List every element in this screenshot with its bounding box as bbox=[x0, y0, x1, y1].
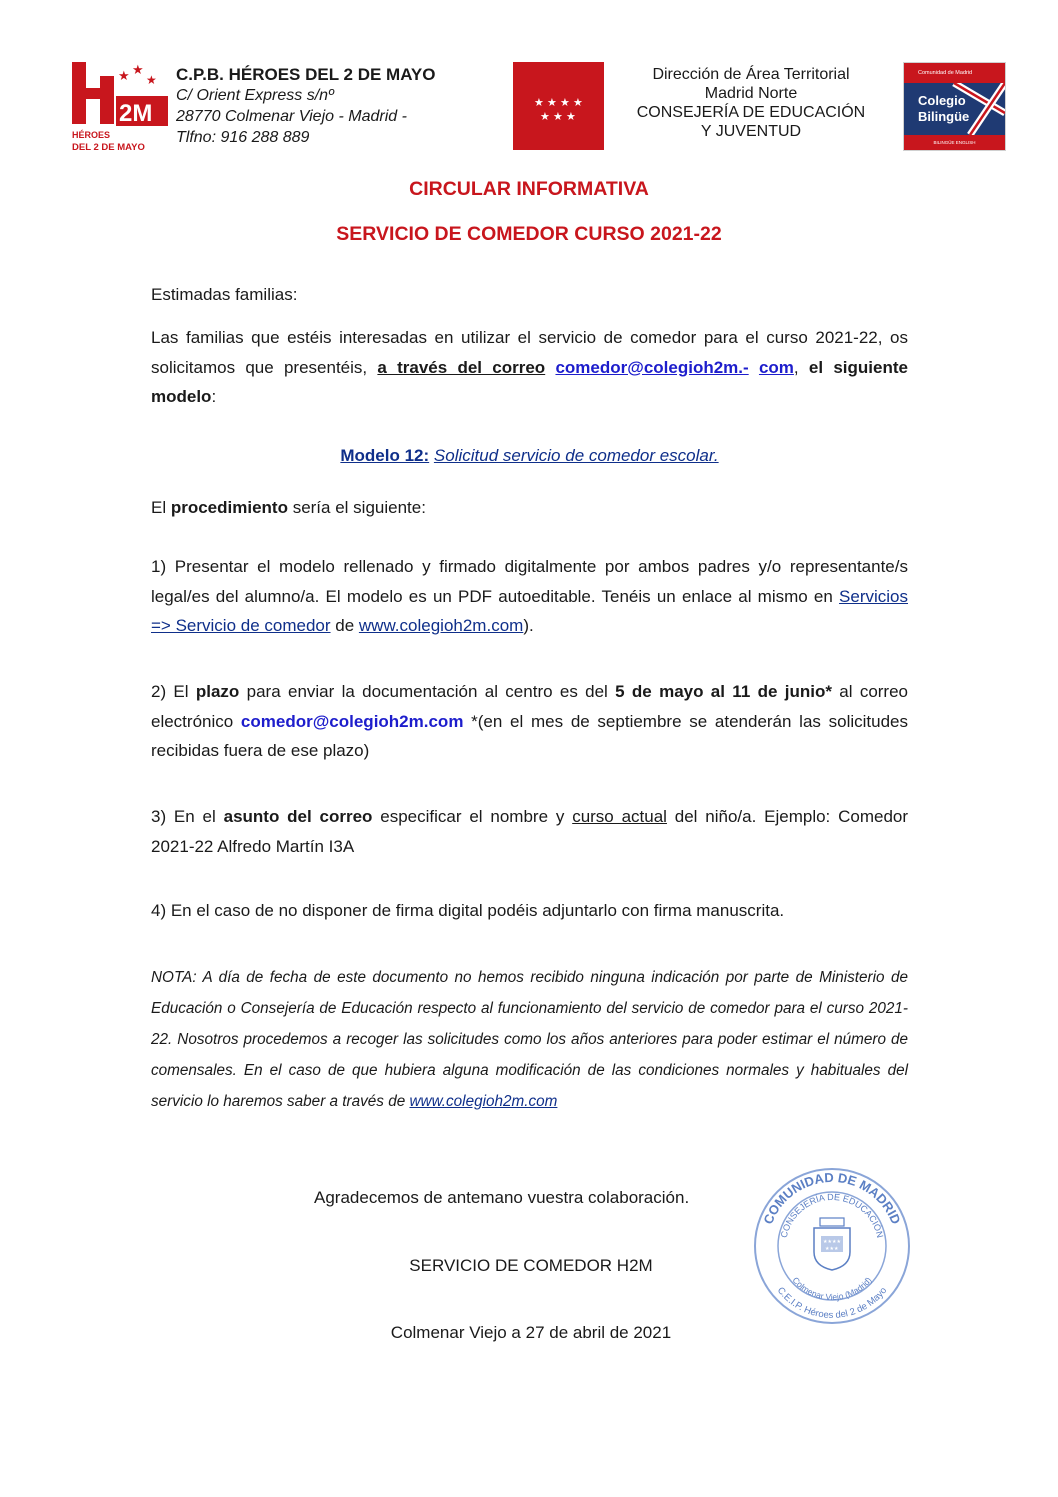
model-label[interactable]: Modelo 12: bbox=[340, 446, 430, 465]
step1-text-c: ). bbox=[523, 616, 534, 635]
step3-text-b: especificar el nombre y bbox=[372, 807, 573, 826]
svg-text:COMUNIDAD DE MADRID: COMUNIDAD DE MADRID bbox=[760, 1169, 904, 1227]
school-city: 28770 Colmenar Viejo - Madrid - bbox=[176, 108, 407, 125]
step2-dates: 5 de mayo al 11 de junio* bbox=[615, 682, 832, 701]
services-link[interactable]: Servicios => Servicio de comedor bbox=[151, 586, 908, 635]
union-jack-icon bbox=[904, 83, 1005, 135]
school-info bbox=[176, 64, 435, 148]
bilingue-label-1: Colegio bbox=[918, 93, 966, 108]
svg-text:★: ★ bbox=[118, 69, 130, 84]
step-1 bbox=[151, 552, 908, 641]
dat-line3: CONSEJERÍA DE EDUCACIÓN bbox=[636, 104, 866, 121]
website-link[interactable]: www.colegioh2m.com bbox=[358, 616, 524, 635]
signature-line: SERVICIO DE COMEDOR H2M bbox=[409, 1256, 653, 1275]
step3-subject: asunto del correo bbox=[223, 807, 373, 826]
nota-text: NOTA: A día de fecha de este documento no hemos recibido ninguna indicación por parte de Ministerio de Educación o Consejería de Educación respecto al funcionamiento del servicio de comedor para el curso 2021-22. Nosotros procedemos a recoger las solicitudes como los años anteriores para poder estimar el número de comensales. En el caso de que hubiera alguna modificación de las condiciones normales y habituales del servicio lo haremos saber a través de bbox=[151, 969, 908, 1110]
step3-course: curso actual bbox=[572, 807, 667, 826]
step2-text-b: para enviar la documentación al centro es del bbox=[239, 682, 616, 701]
step-4: 4) En el caso de no disponer de firma digital podéis adjuntarlo con firma manuscrita. bbox=[151, 901, 785, 920]
dat-info bbox=[612, 65, 890, 141]
svg-text:★: ★ bbox=[540, 110, 550, 123]
model-title[interactable]: Solicitud servicio de comedor escolar. bbox=[433, 446, 719, 465]
bilingue-label-2: Bilingüe bbox=[918, 109, 970, 124]
bilingual-school-badge bbox=[903, 62, 1006, 151]
step2-plazo: plazo bbox=[195, 682, 240, 701]
bilingue-bottom-label: BILINGÜE ENGLISH bbox=[904, 135, 1005, 150]
svg-text:Colmenar Viejo (Madrid): Colmenar Viejo (Madrid) bbox=[790, 1275, 874, 1303]
intro-text: Las familias que estéis interesadas en utilizar el servicio de comedor para el curso 2021-22, os solicitamos que presentéis, bbox=[151, 328, 908, 377]
proc-text-c: sería el siguiente: bbox=[287, 498, 426, 517]
intro-model-text: el siguiente modelo bbox=[151, 357, 908, 406]
comunidad-madrid-flag bbox=[513, 62, 604, 150]
greeting: Estimadas familias: bbox=[151, 285, 298, 304]
svg-text:★★★★: ★★★★ bbox=[823, 1239, 841, 1245]
step-2 bbox=[151, 677, 908, 766]
svg-text:DEL 2 DE MAYO: DEL 2 DE MAYO bbox=[72, 142, 145, 152]
svg-text:★: ★ bbox=[560, 96, 570, 109]
comedor-email-link-end[interactable]: com bbox=[758, 357, 794, 377]
svg-text:★: ★ bbox=[146, 73, 157, 87]
intro-via-text: a través del correo bbox=[377, 357, 546, 377]
svg-text:CONSEJERÍA DE EDUCACIÓN: CONSEJERÍA DE EDUCACIÓN bbox=[778, 1191, 886, 1239]
model-link[interactable] bbox=[151, 441, 908, 471]
svg-text:★: ★ bbox=[566, 110, 576, 123]
school-phone: Tlfno: 916 288 889 bbox=[176, 129, 310, 146]
nota-paragraph bbox=[151, 962, 908, 1117]
procedure-heading bbox=[151, 493, 908, 523]
proc-text-a: El bbox=[151, 498, 171, 517]
school-logo bbox=[72, 62, 168, 152]
step2-email-link[interactable]: comedor@colegioh2m.com bbox=[240, 711, 464, 731]
place-date-line: Colmenar Viejo a 27 de abril de 2021 bbox=[390, 1323, 672, 1342]
svg-text:★: ★ bbox=[547, 96, 557, 109]
step2-text-a: 2) El bbox=[151, 682, 196, 701]
dat-line1: Dirección de Área Territorial bbox=[652, 66, 850, 83]
official-seal bbox=[752, 1166, 912, 1326]
step3-text-c: del niño/a. Ejemplo: Comedor 2021-22 Alfredo Martín I3A bbox=[151, 807, 909, 856]
svg-text:★: ★ bbox=[534, 96, 544, 109]
proc-keyword: procedimiento bbox=[170, 498, 288, 517]
school-address: C/ Orient Express s/nº bbox=[176, 87, 334, 104]
dat-line4: Y JUVENTUD bbox=[700, 123, 802, 140]
step2-text-c: al correo electrónico bbox=[151, 682, 909, 731]
intro-colon: : bbox=[211, 387, 217, 406]
comedor-email-link[interactable]: comedor@colegioh2m.- bbox=[555, 357, 749, 377]
step1-text: 1) Presentar el modelo rellenado y firmado digitalmente por ambos padres y/o representante/s legal/es del alumno/a. El modelo es un PDF autoeditable. Tenéis un enlace al mismo en bbox=[151, 557, 908, 606]
svg-text:★: ★ bbox=[573, 96, 583, 109]
svg-text:2M: 2M bbox=[119, 100, 153, 127]
dat-line2: Madrid Norte bbox=[704, 85, 798, 102]
document-title: CIRCULAR INFORMATIVA bbox=[409, 178, 649, 200]
step2-text-d: *(en el mes de septiembre se atenderán las solicitudes recibidas fuera de ese plazo) bbox=[151, 711, 908, 760]
step1-text-b: de bbox=[330, 616, 359, 635]
step3-text-a: 3) En el bbox=[151, 807, 224, 826]
nota-website-link[interactable]: www.colegioh2m.com bbox=[409, 1093, 558, 1110]
bilingue-top-label: Comunidad de Madrid bbox=[904, 63, 1005, 83]
school-name: C.P.B. HÉROES DEL 2 DE MAYO bbox=[176, 65, 436, 84]
svg-text:★★★: ★★★ bbox=[825, 1246, 839, 1252]
intro-comma: , bbox=[793, 357, 809, 377]
intro-paragraph bbox=[151, 323, 908, 412]
document-subtitle: SERVICIO DE COMEDOR CURSO 2021-22 bbox=[336, 223, 722, 245]
svg-text:HÉROES: HÉROES bbox=[72, 130, 111, 140]
step-3 bbox=[151, 802, 908, 861]
svg-text:C.E.I.P. Héroes del 2 de Mayo: C.E.I.P. Héroes del 2 de Mayo bbox=[774, 1285, 890, 1322]
svg-text:★: ★ bbox=[132, 63, 144, 78]
thanks-line: Agradecemos de antemano vuestra colaboración. bbox=[314, 1188, 690, 1207]
svg-text:★: ★ bbox=[553, 110, 563, 123]
